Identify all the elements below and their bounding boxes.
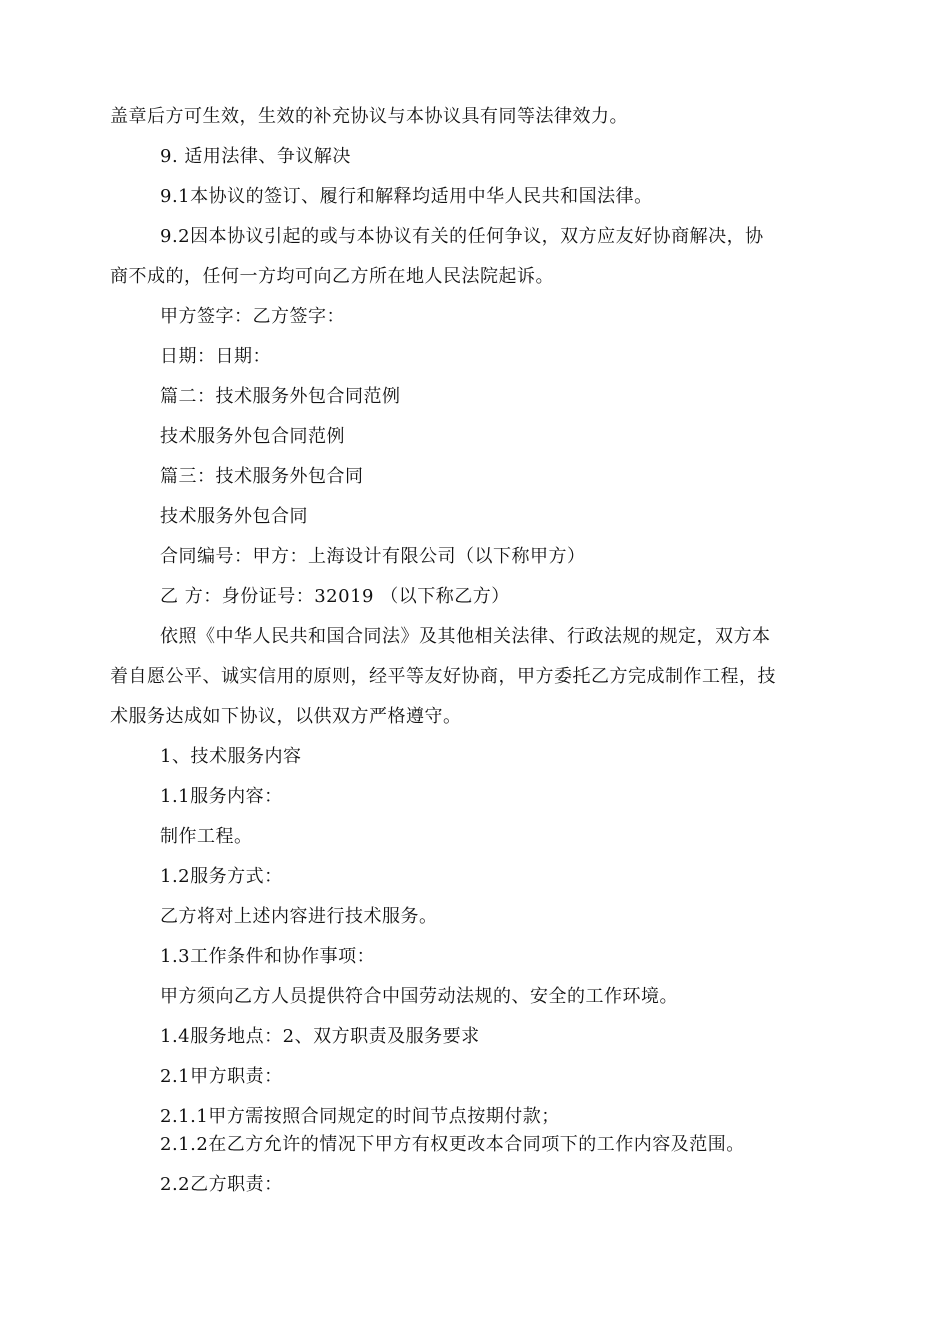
party-b-line: 乙 方：身份证号：32019 （以下称乙方） — [160, 586, 510, 607]
text-line: 着自愿公平、诚实信用的原则，经平等友好协商，甲方委托乙方完成制作工程，技 — [110, 666, 776, 687]
clause-heading: 1.3工作条件和协作事项： — [160, 946, 376, 967]
clause-heading: 2.1甲方职责： — [160, 1066, 283, 1087]
text-line: 2.1.2在乙方允许的情况下甲方有权更改本合同项下的工作内容及范围。 — [160, 1134, 745, 1155]
text-line: 术服务达成如下协议，以供双方严格遵守。 — [110, 706, 462, 727]
contract-title: 技术服务外包合同 — [160, 506, 308, 527]
text-line: 盖章后方可生效，生效的补充协议与本协议具有同等法律效力。 — [110, 106, 628, 127]
clause-heading: 1.2服务方式： — [160, 866, 283, 887]
clause-heading: 1.4服务地点：2、双方职责及服务要求 — [160, 1026, 480, 1047]
text-line: 商不成的，任何一方均可向乙方所在地人民法院起诉。 — [110, 266, 554, 287]
text-line: 依照《中华人民共和国合同法》及其他相关法律、行政法规的规定，双方本 — [160, 626, 771, 647]
clause-heading: 2.2乙方职责： — [160, 1174, 283, 1195]
text-line: 2.1.1甲方需按照合同规定的时间节点按期付款； — [160, 1106, 560, 1127]
section-heading: 9. 适用法律、争议解决 — [160, 146, 351, 167]
chapter-heading: 篇三：技术服务外包合同 — [160, 466, 364, 487]
contract-title: 技术服务外包合同范例 — [160, 426, 345, 447]
section-heading: 1、技术服务内容 — [160, 746, 302, 767]
date-line: 日期：日期： — [160, 346, 271, 367]
signature-line: 甲方签字：乙方签字： — [160, 306, 345, 327]
chapter-heading: 篇二：技术服务外包合同范例 — [160, 386, 401, 407]
text-line: 乙方将对上述内容进行技术服务。 — [160, 906, 438, 927]
text-line: 9.2因本协议引起的或与本协议有关的任何争议，双方应友好协商解决，协 — [160, 226, 764, 247]
text-line: 9.1本协议的签订、履行和解释均适用中华人民共和国法律。 — [160, 186, 653, 207]
text-line: 甲方须向乙方人员提供符合中国劳动法规的、安全的工作环境。 — [160, 986, 678, 1007]
party-a-line: 合同编号：甲方：上海设计有限公司（以下称甲方） — [160, 546, 586, 567]
clause-heading: 1.1服务内容： — [160, 786, 283, 807]
text-line: 制作工程。 — [160, 826, 253, 847]
